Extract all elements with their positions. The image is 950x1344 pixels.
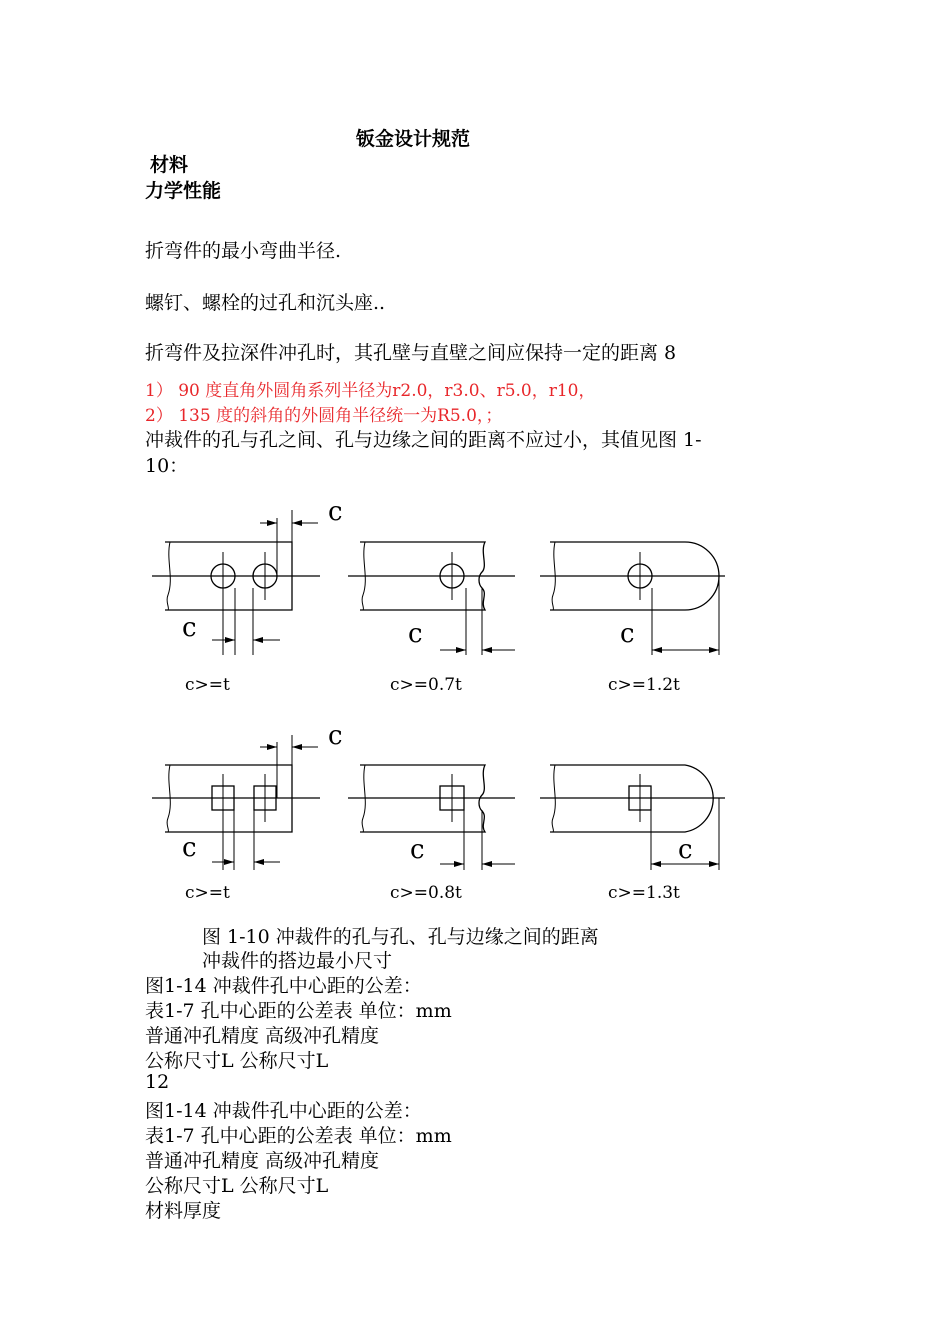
heading-material: 材料 — [150, 154, 189, 176]
document-title: 钣金设计规范 — [356, 128, 471, 150]
condition-f: c>=1.3t — [608, 883, 680, 903]
line-hole-wall: 折弯件及拉深件冲孔时，其孔壁与直壁之间应保持一定的距离 8 — [145, 342, 677, 364]
condition-d: c>=t — [185, 883, 230, 903]
list-item-1: 1） 90 度直角外圆角系列半径为r2.0，r3.0、r5.0，r10， — [145, 381, 596, 401]
tail-line-2: 表1-7 孔中心距的公差表 单位：mm — [145, 1000, 452, 1022]
condition-a: c>=t — [185, 675, 230, 695]
dim-label-c: c — [620, 619, 635, 649]
tail-line-8: 普通冲孔精度 高级冲孔精度 — [145, 1150, 380, 1172]
tail-line-3: 普通冲孔精度 高级冲孔精度 — [145, 1025, 380, 1047]
tail-line-9: 公称尺寸L 公称尺寸L — [145, 1175, 329, 1197]
dim-label-b: c — [408, 619, 423, 649]
tail-line-10: 材料厚度 — [145, 1200, 222, 1222]
tail-line-1: 图1-14 冲裁件孔中心距的公差： — [145, 975, 422, 997]
line-screw-holes: 螺钉、螺栓的过孔和沉头座.. — [145, 292, 386, 314]
dim-label-d-top: c — [328, 721, 343, 751]
heading-mechanical-properties: 力学性能 — [145, 180, 222, 202]
figure-caption-2: 冲裁件的搭边最小尺寸 — [202, 950, 393, 972]
tail-line-5: 12 — [145, 1071, 170, 1093]
tail-line-7: 表1-7 孔中心距的公差表 单位：mm — [145, 1125, 452, 1147]
tail-line-6: 图1-14 冲裁件孔中心距的公差： — [145, 1100, 422, 1122]
line-punch-2: 10： — [145, 455, 189, 477]
figure-hole-distance — [140, 490, 740, 910]
dim-label-e: c — [410, 835, 425, 865]
dim-label-f: c — [678, 835, 693, 865]
line-punch-1: 冲裁件的孔与孔之间、孔与边缘之间的距离不应过小，其值见图 1- — [145, 429, 702, 451]
list-item-2: 2） 135 度的斜角的外圆角半径统一为R5.0，； — [145, 406, 503, 426]
condition-c: c>=1.2t — [608, 675, 680, 695]
line-bend-radius: 折弯件的最小弯曲半径. — [145, 240, 342, 262]
dim-label-a: c — [182, 613, 197, 643]
figure-drawing — [140, 490, 740, 910]
figure-caption: 图 1-10 冲裁件的孔与孔、孔与边缘之间的距离 — [202, 926, 599, 948]
condition-e: c>=0.8t — [390, 883, 462, 903]
tail-line-4: 公称尺寸L 公称尺寸L — [145, 1050, 329, 1072]
condition-b: c>=0.7t — [390, 675, 462, 695]
dim-label-a-top: c — [328, 497, 343, 527]
dim-label-d: c — [182, 833, 197, 863]
